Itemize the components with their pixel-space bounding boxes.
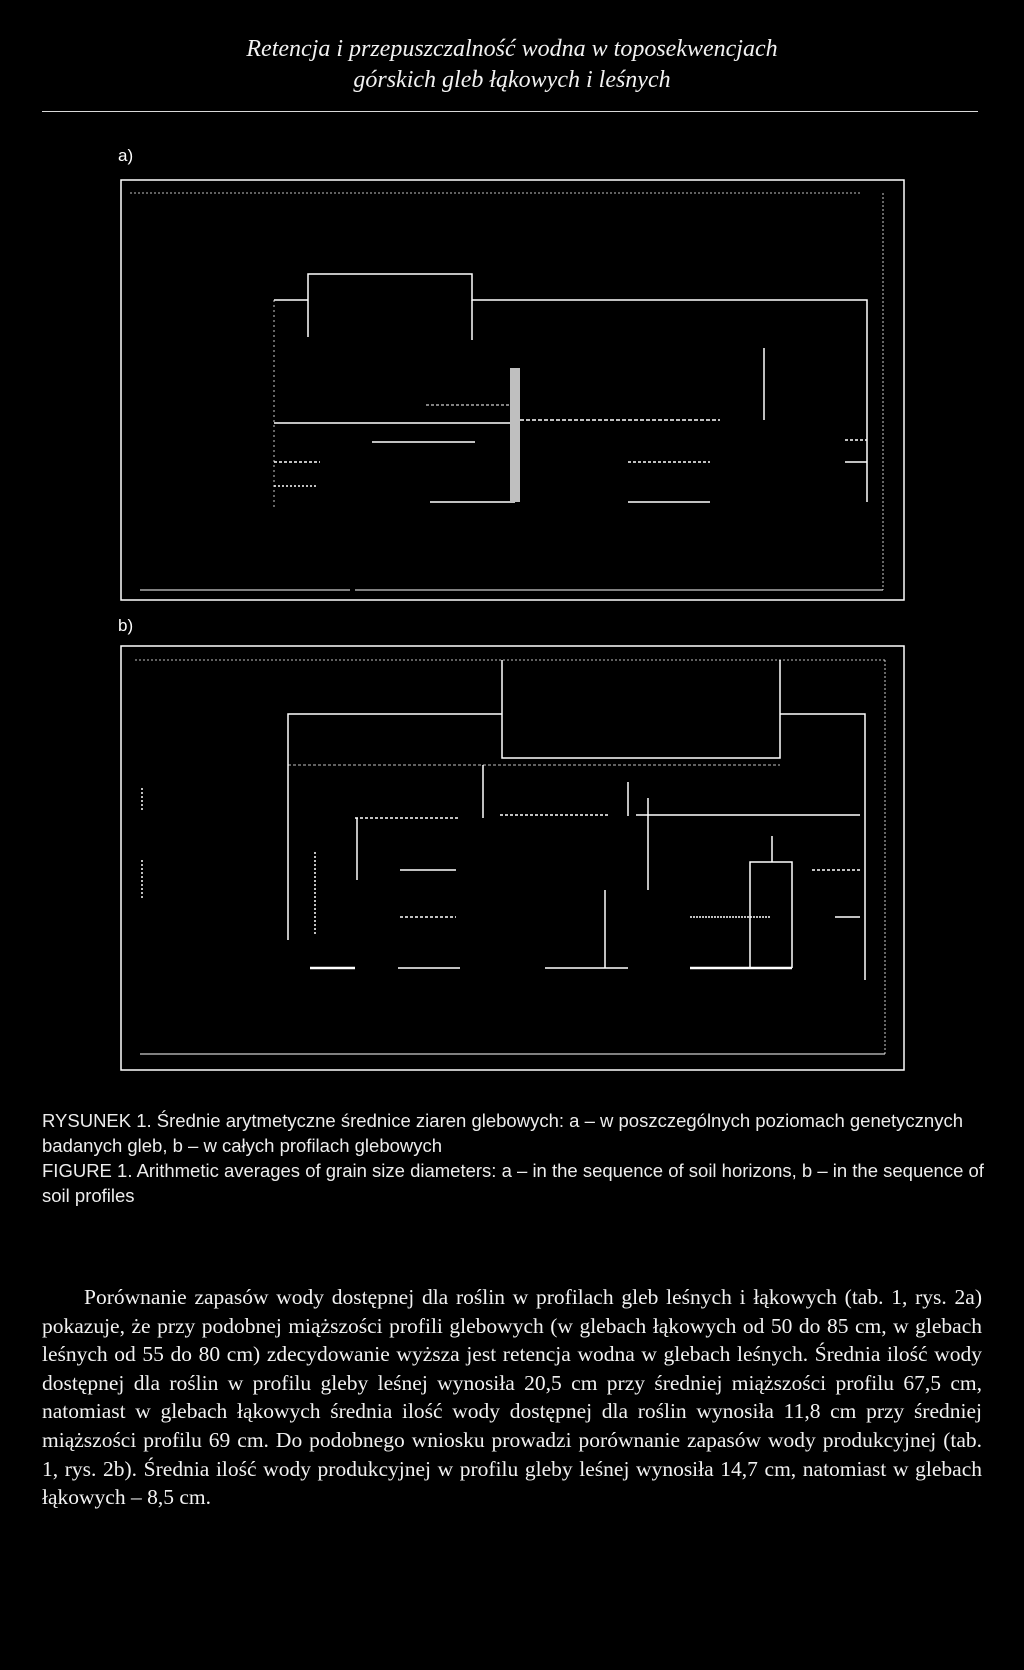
panel-b-box — [502, 660, 780, 758]
panel-a-plot — [121, 180, 904, 600]
panel-a-shaded-column — [510, 368, 520, 502]
body-paragraph: Porównanie zapasów wody dostępnej dla roślin w profilach gleb leśnych i łąkowych (tab. 1, rys. 2a) pokazuje, że przy podobnej miąższości profili glebowych (w glebach łąkowych od 50 do 85 cm, w glebach leśnych od 55 do 80 cm) zdecydowanie wyższa jest retencja wodna w glebach leśnych. Średnia ilość wody dostępnej dla roślin w profilu gleby leśnej wynosiła 20,5 cm przy średniej miąższości profilu 67,5 cm, natomiast w glebach łąkowych średnia ilość wody dostępnej dla roślin wynosiła 11,8 cm przy średniej miąższości profilu 69 cm. Do podobnego wniosku prowadzi porównanie zapasów wody produkcyjnej (tab. 1, rys. 2b). Średnia ilość wody produkcyjnej w profilu gleby leśnej wynosiła 14,7 cm, natomiast w glebach łąkowych – 8,5 cm. — [42, 1285, 982, 1510]
panel-b-label: b) — [118, 616, 134, 635]
panel-b-left-step — [288, 714, 502, 940]
header-title-line-2: górskich gleb łąkowych i leśnych — [353, 67, 671, 93]
panel-a-step-top — [308, 274, 867, 502]
figure-caption-pl: RYSUNEK 1. Średnie arytmetyczne średnice ziaren glebowych: a – w poszczególnych poziomach genetycznych badanych gleb, b – w całych profilach glebowych — [42, 1110, 964, 1156]
panel-b-plot — [121, 646, 904, 1070]
panel-a-label: a) — [118, 146, 134, 165]
panel-b-frame — [121, 646, 904, 1070]
figure-caption-en: FIGURE 1. Arithmetic averages of grain size diameters: a – in the sequence of soil horizons, b – in the sequence of soil profiles — [42, 1160, 984, 1206]
panel-b-right-box — [750, 862, 792, 968]
header-title-line-1: Retencja i przepuszczalność wodna w toposekwencjach — [246, 36, 778, 62]
body-paragraph-block — [42, 1283, 982, 1512]
